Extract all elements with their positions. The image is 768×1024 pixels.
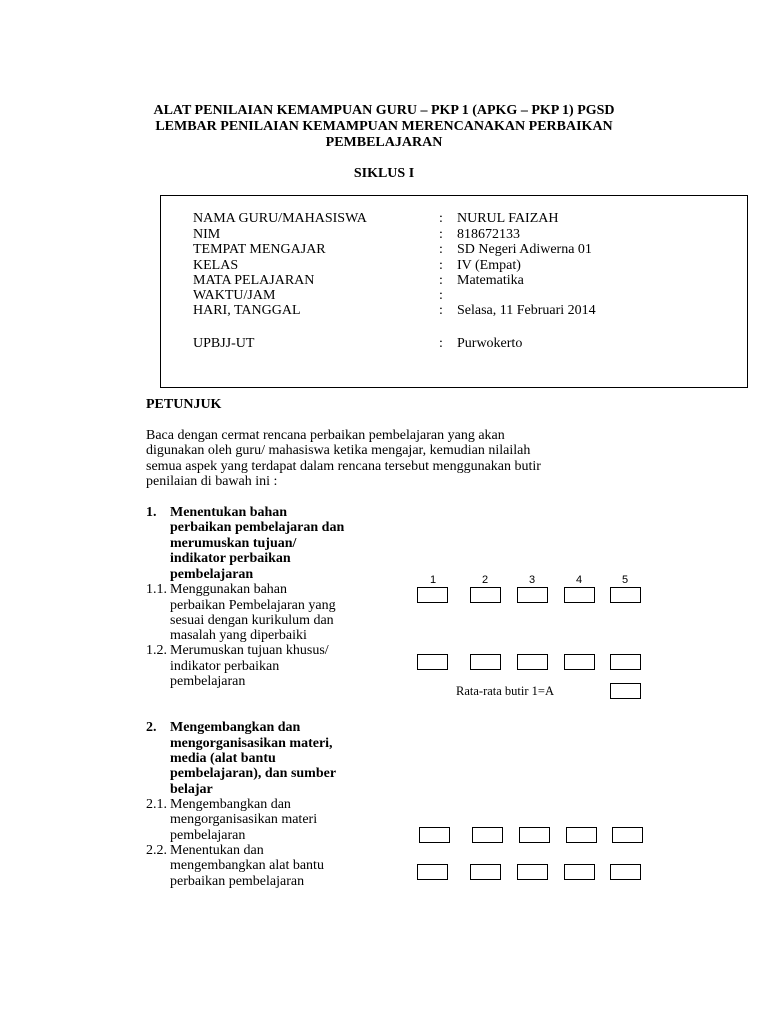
item-text-line: indikator perbaikan xyxy=(170,659,280,674)
section2-number: 2. xyxy=(146,720,157,735)
form-title-line2: LEMBAR PENILAIAN KEMAMPUAN MERENCANAKAN PERBAIKAN xyxy=(155,119,613,134)
section1-title-line: perbaikan pembelajaran dan xyxy=(170,520,345,535)
info-value-name: NURUL FAIZAH xyxy=(457,211,559,226)
score-box-2[interactable] xyxy=(472,827,503,843)
score-box-2[interactable] xyxy=(470,654,501,670)
item-text-line: Menggunakan bahan xyxy=(170,582,288,597)
item-text-line: Merumuskan tujuan khusus/ xyxy=(170,643,329,658)
section2-title-line: mengorganisasikan materi, xyxy=(170,736,333,751)
info-colon: : xyxy=(439,227,443,242)
info-value-nim: 818672133 xyxy=(457,227,520,242)
info-label-name: NAMA GURU/MAHASISWA xyxy=(193,211,367,226)
info-label-date: HARI, TANGGAL xyxy=(193,303,301,318)
score-box-4[interactable] xyxy=(564,864,595,880)
section1-title-line: pembelajaran xyxy=(170,567,254,582)
score-box-1[interactable] xyxy=(417,654,448,670)
instructions-line: digunakan oleh guru/ mahasiswa ketika mengajar, kemudian nilailah xyxy=(146,443,531,458)
score-box-5[interactable] xyxy=(610,587,641,603)
instructions-line: semua aspek yang terdapat dalam rencana tersebut menggunakan butir xyxy=(146,459,541,474)
instructions-line: Baca dengan cermat rencana perbaikan pembelajaran yang akan xyxy=(146,428,505,443)
form-title-line3: PEMBELAJARAN xyxy=(325,135,443,150)
section1-title-line: indikator perbaikan xyxy=(170,551,291,566)
item-text-line: pembelajaran xyxy=(170,674,246,689)
info-colon: : xyxy=(439,211,443,226)
score-box-5[interactable] xyxy=(610,654,641,670)
score-box-4[interactable] xyxy=(564,587,595,603)
form-title-line1: ALAT PENILAIAN KEMAMPUAN GURU – PKP 1 (APKG – PKP 1) PGSD xyxy=(153,103,615,118)
info-colon: : xyxy=(439,258,443,273)
info-label-school: TEMPAT MENGAJAR xyxy=(193,242,326,257)
info-value-date: Selasa, 11 Februari 2014 xyxy=(457,303,596,318)
info-label-subject: MATA PELAJARAN xyxy=(193,273,315,288)
section2-title-line: belajar xyxy=(170,782,213,797)
item-text-line: perbaikan Pembelajaran yang xyxy=(170,598,336,613)
scale-number-3: 3 xyxy=(529,574,536,586)
item-text-line: perbaikan pembelajaran xyxy=(170,874,305,889)
info-value-subject: Matematika xyxy=(457,273,524,288)
section1-title-line: Menentukan bahan xyxy=(170,505,288,520)
item-text-line: pembelajaran xyxy=(170,828,246,843)
score-box-1[interactable] xyxy=(417,587,448,603)
info-value-school: SD Negeri Adiwerna 01 xyxy=(457,242,592,257)
info-value-class: IV (Empat) xyxy=(457,258,521,273)
score-box-1[interactable] xyxy=(419,827,450,843)
item-text-line: Menentukan dan xyxy=(170,843,264,858)
scale-number-1: 1 xyxy=(430,574,437,586)
section2-title-line: media (alat bantu xyxy=(170,751,276,766)
info-colon: : xyxy=(439,336,443,351)
section1-title-line: merumuskan tujuan/ xyxy=(170,536,297,551)
average-box[interactable] xyxy=(610,683,641,699)
item-text-line: sesuai dengan kurikulum dan xyxy=(170,613,334,628)
score-box-3[interactable] xyxy=(517,654,548,670)
cycle-title: SIKLUS I xyxy=(353,166,415,181)
score-box-3[interactable] xyxy=(517,864,548,880)
info-label-nim: NIM xyxy=(193,227,221,242)
item-text-line: Mengembangkan dan xyxy=(170,797,291,812)
item-text-line: masalah yang diperbaiki xyxy=(170,628,307,643)
info-label-class: KELAS xyxy=(193,258,239,273)
item-number: 1.1. xyxy=(146,582,167,597)
score-box-1[interactable] xyxy=(417,864,448,880)
score-box-4[interactable] xyxy=(566,827,597,843)
score-box-5[interactable] xyxy=(612,827,643,843)
score-box-3[interactable] xyxy=(519,827,550,843)
score-box-4[interactable] xyxy=(564,654,595,670)
info-colon: : xyxy=(439,288,443,303)
average-label: Rata-rata butir 1=A xyxy=(456,684,554,698)
info-colon: : xyxy=(439,242,443,257)
score-box-5[interactable] xyxy=(610,864,641,880)
score-box-2[interactable] xyxy=(470,864,501,880)
scale-number-4: 4 xyxy=(576,574,583,586)
scale-number-5: 5 xyxy=(622,574,629,586)
section1-number: 1. xyxy=(146,505,157,520)
score-box-2[interactable] xyxy=(470,587,501,603)
instructions-line: penilaian di bawah ini : xyxy=(146,474,278,489)
info-colon: : xyxy=(439,303,443,318)
info-label-time: WAKTU/JAM xyxy=(193,288,276,303)
score-box-3[interactable] xyxy=(517,587,548,603)
section2-title-line: pembelajaran), dan sumber xyxy=(170,766,337,781)
info-value-upbjj: Purwokerto xyxy=(457,336,523,351)
item-number: 1.2. xyxy=(146,643,167,658)
section2-title-line: Mengembangkan dan xyxy=(170,720,301,735)
item-number: 2.2. xyxy=(146,843,167,858)
scale-number-2: 2 xyxy=(482,574,489,586)
instructions-heading: PETUNJUK xyxy=(146,397,222,412)
info-label-upbjj: UPBJJ-UT xyxy=(193,336,255,351)
info-colon: : xyxy=(439,273,443,288)
item-text-line: mengembangkan alat bantu xyxy=(170,858,324,873)
item-number: 2.1. xyxy=(146,797,167,812)
item-text-line: mengorganisasikan materi xyxy=(170,812,318,827)
